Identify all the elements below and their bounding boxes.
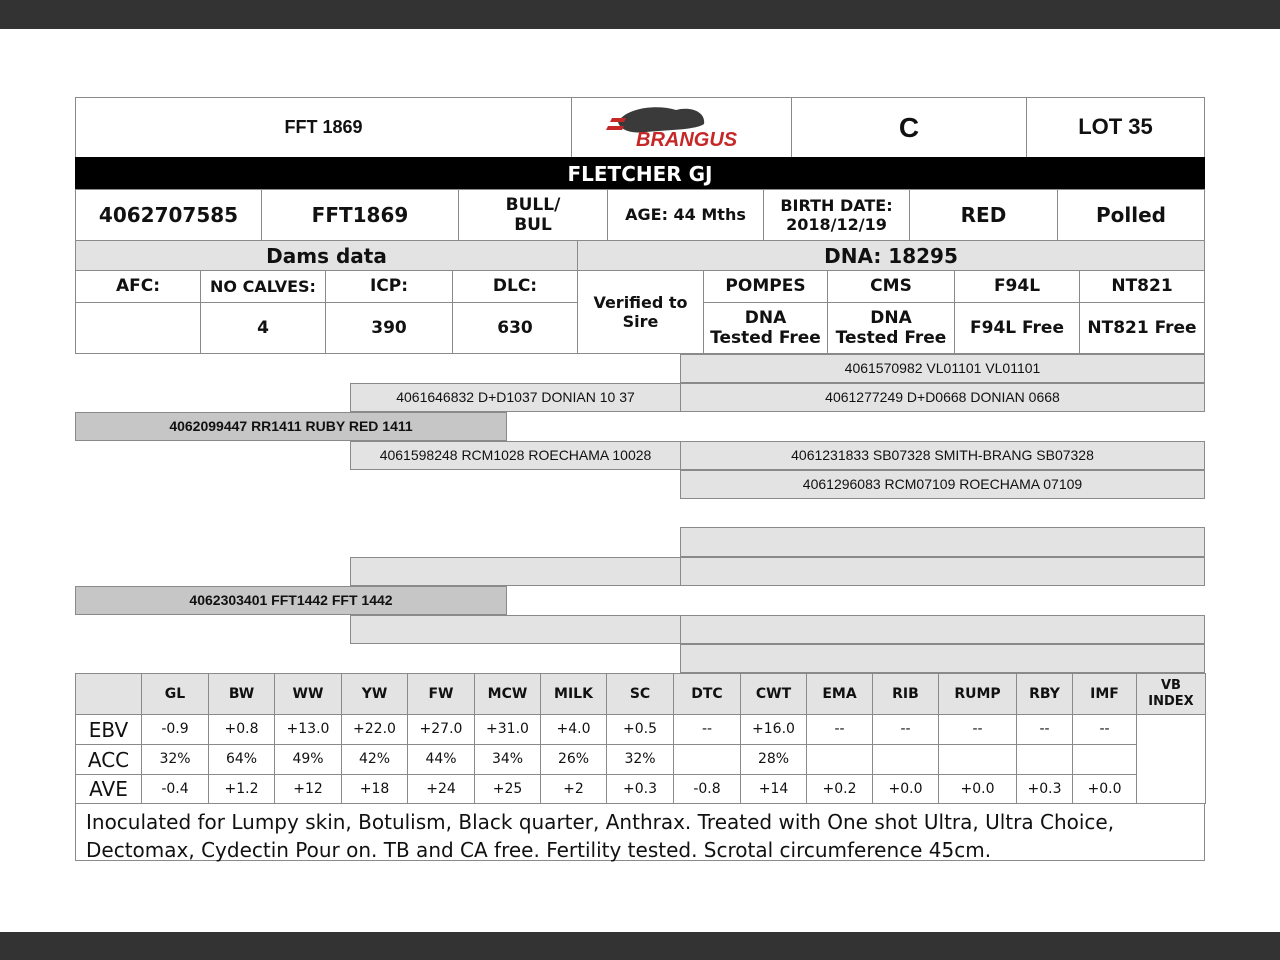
ebv-cell: +12 [274,774,342,804]
ebv-cell [673,744,741,775]
dams-title: Dams data [75,240,578,271]
pedigree-dam-sire-sire [680,527,1205,557]
ebv-cell: +0.8 [208,714,275,745]
ebv-header-corner [75,673,142,715]
ebv-cell: -0.8 [673,774,741,804]
afc-label: AFC: [75,270,201,303]
ebv-cell: +16.0 [740,714,807,745]
ebv-cell: +31.0 [474,714,541,745]
animal-sex: BULL/ BUL [458,189,608,241]
ebv-col-ww: WW [274,673,342,715]
ebv-cell: -0.9 [141,714,209,745]
ebv-cell: +25 [474,774,541,804]
ebv-cell [938,744,1017,775]
ebv-cell: 28% [740,744,807,775]
ebv-cell: 32% [606,744,674,775]
ebv-cell: +0.0 [938,774,1017,804]
ebv-cell: +0.5 [606,714,674,745]
ebv-cell: -- [1072,714,1137,745]
pedigree-dam-sire [350,557,681,586]
birth-date-cell [763,189,910,241]
ebv-cell: -- [673,714,741,745]
dna-test-pompes: POMPES [703,270,828,303]
pedigree-dam-dam-dam [680,644,1205,673]
ebv-cell: -- [872,714,939,745]
ebv-col-gl: GL [141,673,209,715]
ebv-row-label-ebv: EBV [75,714,142,745]
ebv-cell: 26% [540,744,607,775]
vb-index-value [1136,714,1206,804]
ebv-cell: +14 [740,774,807,804]
animal-age: AGE: 44 Mths [607,189,764,241]
pedigree-sire-sire-sire: 4061570982 VL01101 VL01101 [680,354,1205,383]
dna-title: DNA: 18295 [577,240,1205,271]
pedigree-sire-dam: 4061598248 RCM1028 ROECHAMA 10028 [350,441,681,470]
animal-colour: RED [909,189,1058,241]
ebv-cell: 34% [474,744,541,775]
ebv-cell: 64% [208,744,275,775]
ebv-cell [806,744,873,775]
ebv-col-dtc: DTC [673,673,741,715]
calves-value: 4 [200,302,326,354]
ebv-cell: 49% [274,744,342,775]
pedigree-sire: 4062099447 RR1411 RUBY RED 1411 [75,412,507,441]
ebv-row-label-ave: AVE [75,774,142,804]
dna-test-f94l: F94L [954,270,1080,303]
horn-status: Polled [1057,189,1205,241]
ebv-cell: +13.0 [274,714,342,745]
ebv-col-milk: MILK [540,673,607,715]
dlc-value: 630 [452,302,578,354]
ebv-col-bw: BW [208,673,275,715]
ebv-cell: -- [1016,714,1073,745]
animal-id: 4062707585 [75,189,262,241]
svg-text:BRANGUS: BRANGUS [636,129,738,151]
ebv-cell: +27.0 [407,714,475,745]
verified-to-sire: Verified to Sire [577,270,704,354]
ebv-row-label-acc: ACC [75,744,142,775]
ebv-col-mcw: MCW [474,673,541,715]
ebv-cell: -- [806,714,873,745]
ebv-cell: +0.3 [606,774,674,804]
ebv-col-cwt: CWT [740,673,807,715]
pedigree-sire-dam-sire: 4061231833 SB07328 SMITH-BRANG SB07328 [680,441,1205,470]
dna-test-cms: CMS [827,270,955,303]
afc-value [75,302,201,354]
ebv-cell: +0.3 [1016,774,1073,804]
ebv-col-ema: EMA [806,673,873,715]
ebv-cell: +18 [341,774,408,804]
ebv-cell: +1.2 [208,774,275,804]
ebv-cell: +2 [540,774,607,804]
ebv-cell: -- [938,714,1017,745]
dna-result-f94l: F94L Free [954,302,1080,354]
ebv-col-yw: YW [341,673,408,715]
owner-name: FLETCHER GJ [75,157,1205,190]
ebv-cell: +22.0 [341,714,408,745]
ebv-cell [1072,744,1137,775]
ebv-cell [872,744,939,775]
pedigree-dam: 4062303401 FFT1442 FFT 1442 [75,586,507,615]
dna-result-cms: DNA Tested Free [827,302,955,354]
header-ref: FFT 1869 [75,97,572,158]
top-bar [0,0,1280,29]
dlc-label: DLC: [452,270,578,303]
ebv-cell: 44% [407,744,475,775]
ebv-cell: +0.0 [1072,774,1137,804]
grade: C [791,97,1027,158]
ebv-cell: 42% [341,744,408,775]
birth-date-label: BIRTH DATE: [780,195,893,215]
ebv-col-sc: SC [606,673,674,715]
ebv-cell: 32% [141,744,209,775]
animal-code: FFT1869 [261,189,459,241]
ebv-col-rump: RUMP [938,673,1017,715]
pedigree-dam-dam [350,615,681,644]
pedigree-sire-sire: 4061646832 D+D1037 DONIAN 10 37 [350,383,681,412]
icp-label: ICP: [325,270,453,303]
calves-label: NO CALVES: [200,270,326,303]
ebv-cell: +24 [407,774,475,804]
ebv-col-fw: FW [407,673,475,715]
ebv-cell [1016,744,1073,775]
pedigree-sire-dam-dam: 4061296083 RCM07109 ROECHAMA 07109 [680,470,1205,499]
ebv-cell: +4.0 [540,714,607,745]
dna-test-nt821: NT821 [1079,270,1205,303]
ebv-col-rib: RIB [872,673,939,715]
ebv-cell: -0.4 [141,774,209,804]
ebv-col-rby: RBY [1016,673,1073,715]
ebv-cell: +0.0 [872,774,939,804]
ebv-cell: +0.2 [806,774,873,804]
pedigree-sire-sire-dam: 4061277249 D+D0668 DONIAN 0668 [680,383,1205,412]
bottom-bar [0,932,1280,960]
ebv-col-imf: IMF [1072,673,1137,715]
vb-index-header: VB INDEX [1136,673,1206,715]
icp-value: 390 [325,302,453,354]
birth-date: 2018/12/19 [786,215,887,234]
treatment-notes: Inoculated for Lumpy skin, Botulism, Black quarter, Anthrax. Treated with One shot Ultra, Ultra Choice, Dectomax, Cydectin Pour on. TB and CA free. Fertility tested. Scrotal circumference 45cm. [75,803,1205,861]
dna-result-pompes: DNA Tested Free [703,302,828,354]
lot-number: LOT 35 [1026,97,1205,158]
brangus-logo [606,100,754,154]
dna-result-nt821: NT821 Free [1079,302,1205,354]
pedigree-dam-dam-sire [680,615,1205,644]
pedigree-dam-sire-dam [680,557,1205,586]
